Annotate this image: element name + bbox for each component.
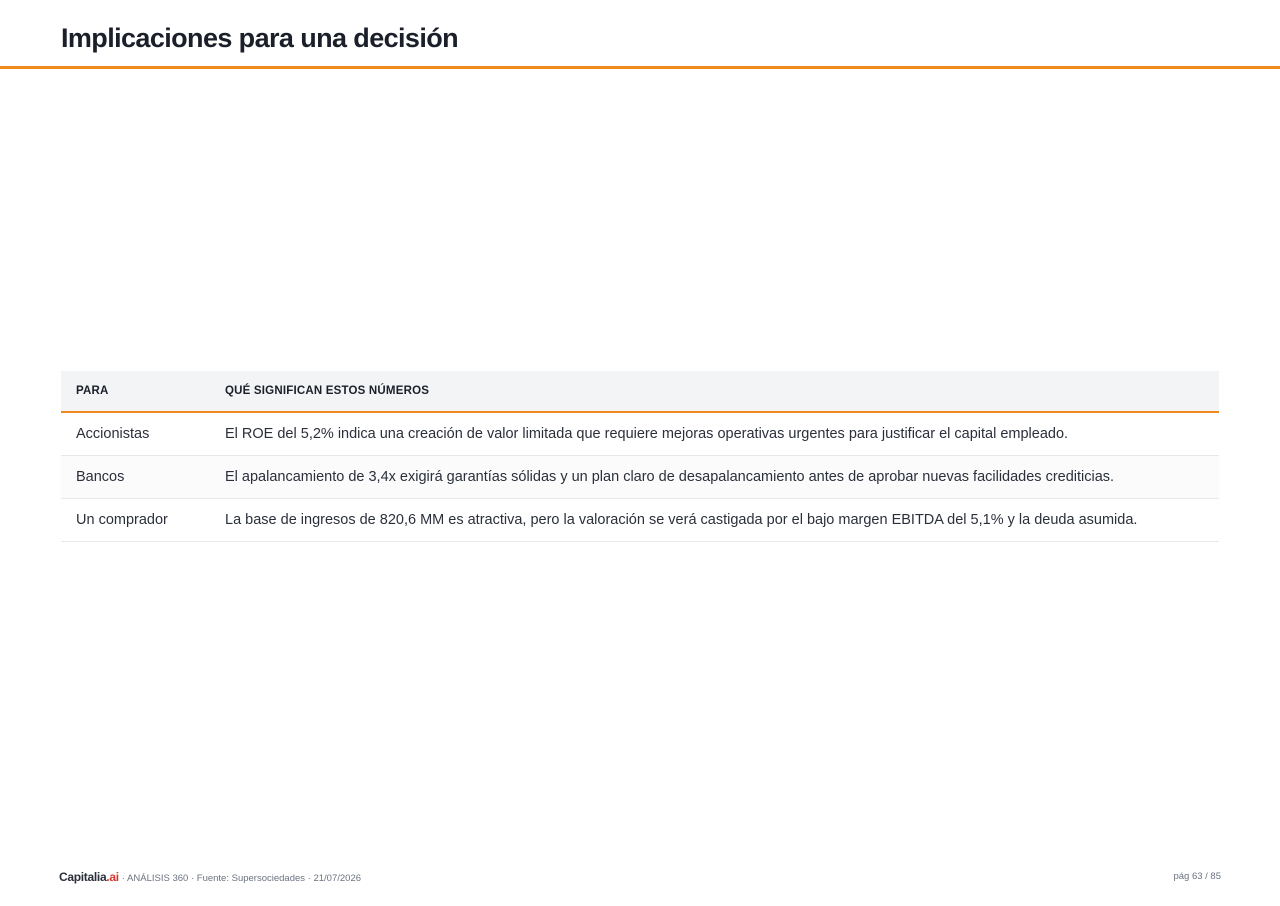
- row-meaning-cell: El apalancamiento de 3,4x exigirá garantías sólidas y un plan claro de desapalancamiento antes de aprobar nuevas facilidades crediticias.: [210, 456, 1219, 499]
- page-number: pág 63 / 85: [1173, 871, 1221, 882]
- row-audience-cell: Un comprador: [61, 499, 210, 542]
- table-row: [61, 412, 1219, 456]
- brand-name: Capitalia: [59, 870, 107, 884]
- page-footer: [59, 869, 1221, 885]
- table-row: [61, 456, 1219, 499]
- column-header-para: PARA: [61, 371, 210, 412]
- footer-source-meta: · ANÁLISIS 360 · Fuente: Supersociedades · 21/07/2026: [121, 873, 362, 884]
- table-row: [61, 499, 1219, 542]
- page-title: Implicaciones para una decisión: [61, 23, 459, 53]
- row-audience-cell: Bancos: [61, 456, 210, 499]
- implications-table: [61, 371, 1219, 542]
- row-audience-cell: Accionistas: [61, 412, 210, 456]
- row-meaning-cell: El ROE del 5,2% indica una creación de valor limitada que requiere mejoras operativas urgentes para justificar el capital empleado.: [210, 412, 1219, 456]
- table-header-row: [61, 371, 1219, 412]
- column-header-significado: QUÉ SIGNIFICAN ESTOS NÚMEROS: [210, 371, 1219, 412]
- page-header: [0, 0, 1280, 69]
- row-meaning-cell: La base de ingresos de 820,6 MM es atractiva, pero la valoración se verá castigada por el bajo margen EBITDA del 5,1% y la deuda asumida.: [210, 499, 1219, 542]
- footer-left: [59, 869, 361, 887]
- brand-suffix: .ai: [106, 870, 119, 884]
- brand-logo: [59, 870, 119, 884]
